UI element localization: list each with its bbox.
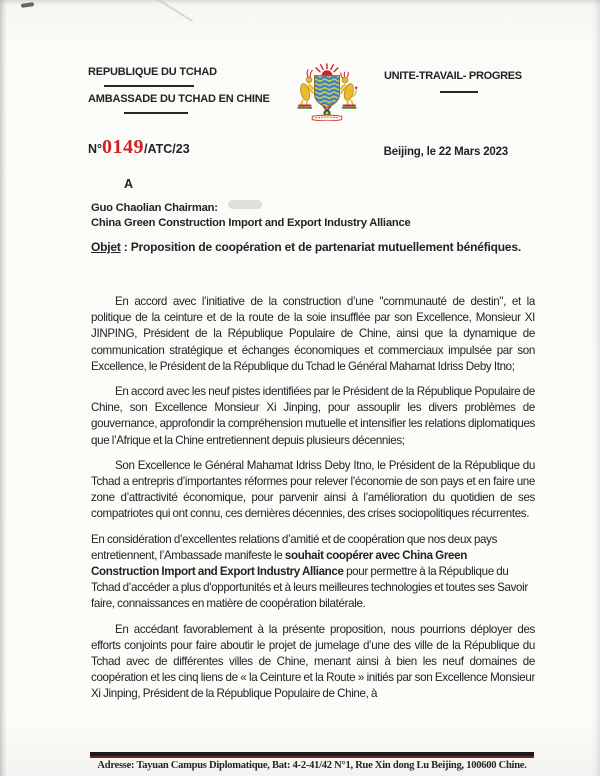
subject-label: Objet xyxy=(91,240,121,254)
letter-paragraph xyxy=(91,622,535,703)
letterhead-left xyxy=(88,66,288,114)
reference-prefix: N° xyxy=(88,142,103,156)
text-segment: En accord avec l’initiative de la construction d’une "communauté de destin", et la politique de la ceinture et de la route de la soie insufflée par son Excellence, Monsieur XI JINPING, Président de la République Populaire de Chine, ainsi que la dynamique de communication stratégique et échanges économiques et commerciaux impulsée par son Excellence, le Président de la République du Tchad le Général Mahamat Idriss Deby Itno; xyxy=(91,295,535,373)
reference-number: 0149 xyxy=(102,136,145,158)
embassy-title: AMBASSADE DU TCHAD EN CHINE xyxy=(88,93,270,105)
letter-paragraph xyxy=(91,532,535,613)
text-segment: souhait coopérer avec China Green Construction Import and Export Industry Alliance xyxy=(91,548,467,579)
reference-line xyxy=(88,136,190,159)
chad-coat-of-arms-svg xyxy=(288,60,366,121)
header-divider xyxy=(124,112,188,114)
text-segment: Son Excellence le Général Mahamat Idriss Deby Itno, le Président de la République du Tchad a entrepris d’importantes réformes pour relever l’économie de son pays et en faire une zone d’attractivité économique, pour parvenir ainsi à l’amélioration du quotidien de ses compatriotes qui ont connu, ces dernières décennies, des crises sociopolitiques récurrentes. xyxy=(91,458,535,521)
recipient-organization: China Green Construction Import and Export Industry Alliance xyxy=(91,216,411,229)
footer-address: Adresse: Tayuan Campus Diplomatique, Bat: 4-2-41/42 N°1, Rue Xin dong Lu Beijing, 100600 Chine. xyxy=(97,760,527,771)
recipient-block xyxy=(91,201,411,230)
letter-paragraph xyxy=(91,294,535,375)
letter-paragraph xyxy=(91,384,535,449)
text-segment: pour permettre à la République du Tchad d’accéder a plus d'opportunités et à leurs meilleures technologies et toutes ses Savoir faire, connaissances en matière de coopération bilatérale. xyxy=(91,565,528,611)
scan-artifact-mark xyxy=(21,2,34,8)
header-divider xyxy=(104,85,194,87)
subject-line xyxy=(91,240,533,256)
country-title: REPUBLIQUE DU TCHAD xyxy=(88,66,217,78)
text-segment: En accédant favorablement à la présente proposition, nous pourrions déployer des efforts conjoints pour faire aboutir le projet de jumelage d’une des ville de la République du Tchad avec de différentes villes de Chine, menant ainsi à bien les neuf domaines de coopération et les cinq liens de « la Ceinture et la Route » initiés par son Excellence Monsieur Xi Jinping, Président de la République Populaire de Chine, à xyxy=(91,622,535,701)
header-divider xyxy=(440,91,478,93)
recipient-name: Guo Chaolian Chairman: xyxy=(91,202,218,214)
paper-crease xyxy=(153,0,193,22)
date-line: Beijing, le 22 Mars 2023 xyxy=(383,146,508,158)
reference-suffix: /ATC/23 xyxy=(144,142,190,156)
footer-divider xyxy=(90,752,534,758)
letter-paragraph xyxy=(91,458,535,523)
text-segment: En accord avec les neuf pistes identifiées par le Président de la République Populaire de Chine, son Excellence Monsieur Xi Jinping, pour assouplir les divers problèmes de gouvernance, approfondir la compréhension mutuelle et intensifier les relations diplomatiques que l’Afrique et la Chine entretiennent depuis plusieurs décennies; xyxy=(91,385,535,447)
letterhead-right xyxy=(384,70,522,93)
salutation: A xyxy=(124,177,134,191)
chad-coat-of-arms-icon xyxy=(288,60,366,122)
national-motto: UNITE-TRAVAIL- PROGRES xyxy=(384,70,522,82)
subject-text: : Proposition de coopération et de partenariat mutuellement bénéfiques. xyxy=(120,240,521,254)
letter-body xyxy=(91,294,535,712)
text-segment: En considération d’excellentes relations d’amitié et de coopération que nos deux pays entretiennent, l’Ambassade manifeste le xyxy=(91,532,498,562)
